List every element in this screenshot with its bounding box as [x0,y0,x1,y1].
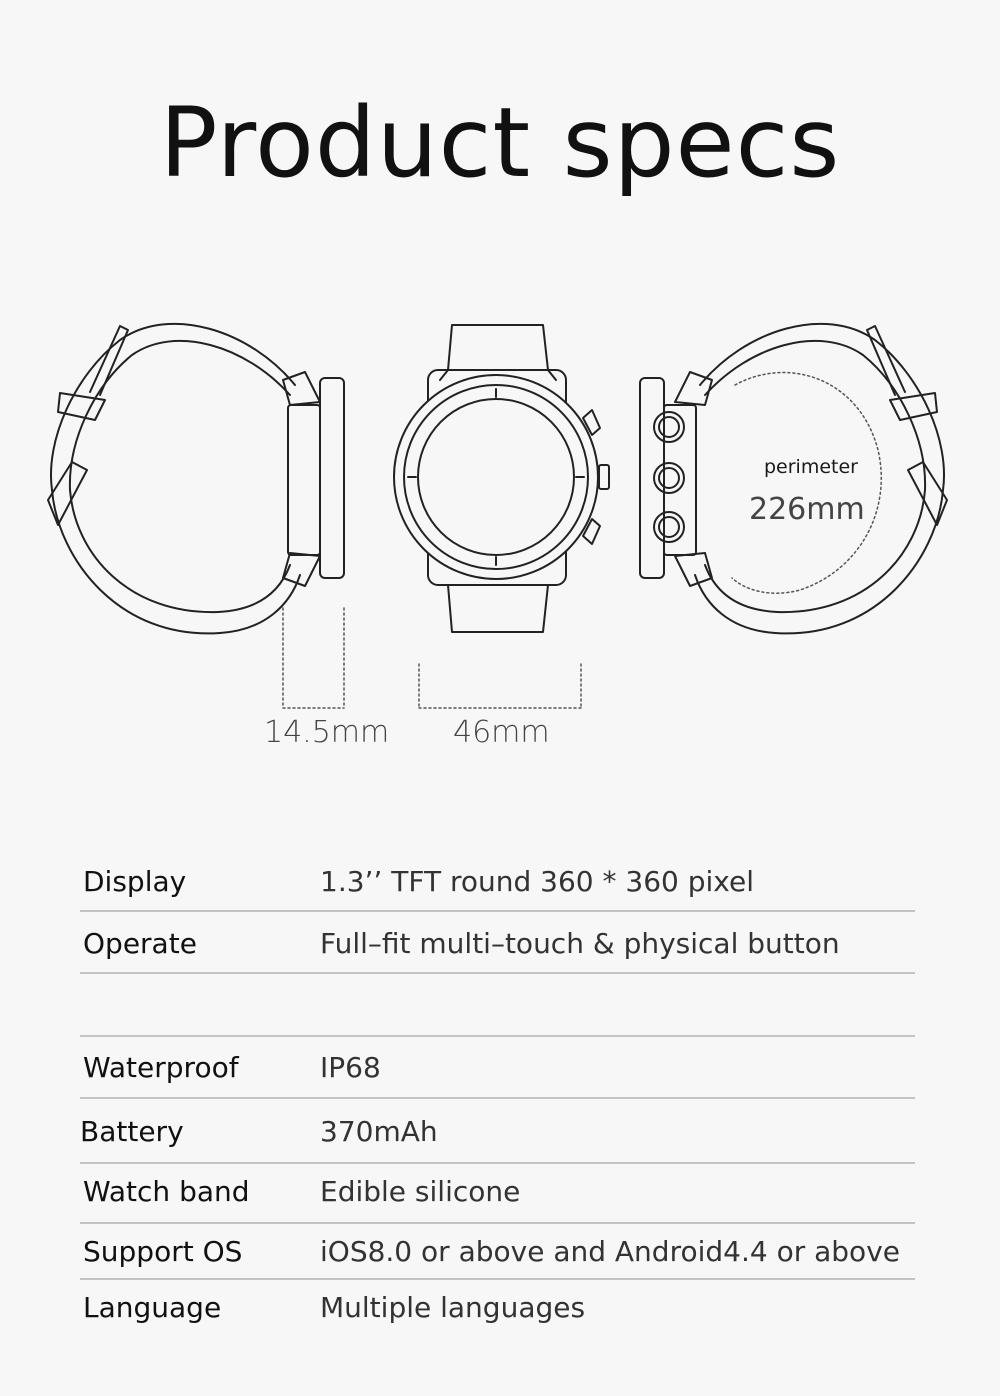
spec-value: IP68 [320,1051,381,1084]
spec-row-watch-band [80,1160,915,1222]
spec-row-display [80,850,915,912]
perimeter-value: 226mm [749,492,865,527]
spec-label: Waterproof [83,1051,239,1084]
watch-side-view-right [640,324,947,634]
spec-value: 370mAh [320,1115,438,1148]
spec-row-language [80,1276,915,1338]
thickness-dimension: 14.5mm [264,715,390,750]
watch-front-view [394,325,609,708]
spec-value: Multiple languages [320,1291,586,1324]
spec-value: Edible silicone [320,1175,521,1208]
spec-row-waterproof [80,1036,915,1098]
width-dimension: 46mm [453,715,550,750]
spec-label: Language [83,1291,222,1324]
spec-label: Support OS [83,1235,243,1268]
row-divider [80,1097,915,1099]
spec-label: Operate [83,927,197,960]
spec-value: iOS8.0 or above and Android4.4 or above [320,1235,900,1268]
spec-row-battery [80,1100,915,1162]
spec-row-support-os [80,1220,915,1282]
perimeter-label: perimeter [764,456,858,478]
watch-side-view-left [48,324,344,708]
row-divider [80,972,915,974]
spec-label: Display [83,865,187,898]
spec-value: Full–fit multi–touch & physical button [320,927,840,960]
spec-row-operate [80,912,915,974]
page-title: Product specs [159,87,841,199]
spec-label: Watch band [83,1175,250,1208]
spec-label: Battery [80,1115,184,1148]
spec-value: 1.3’’ TFT round 360 * 360 pixel [320,865,754,898]
